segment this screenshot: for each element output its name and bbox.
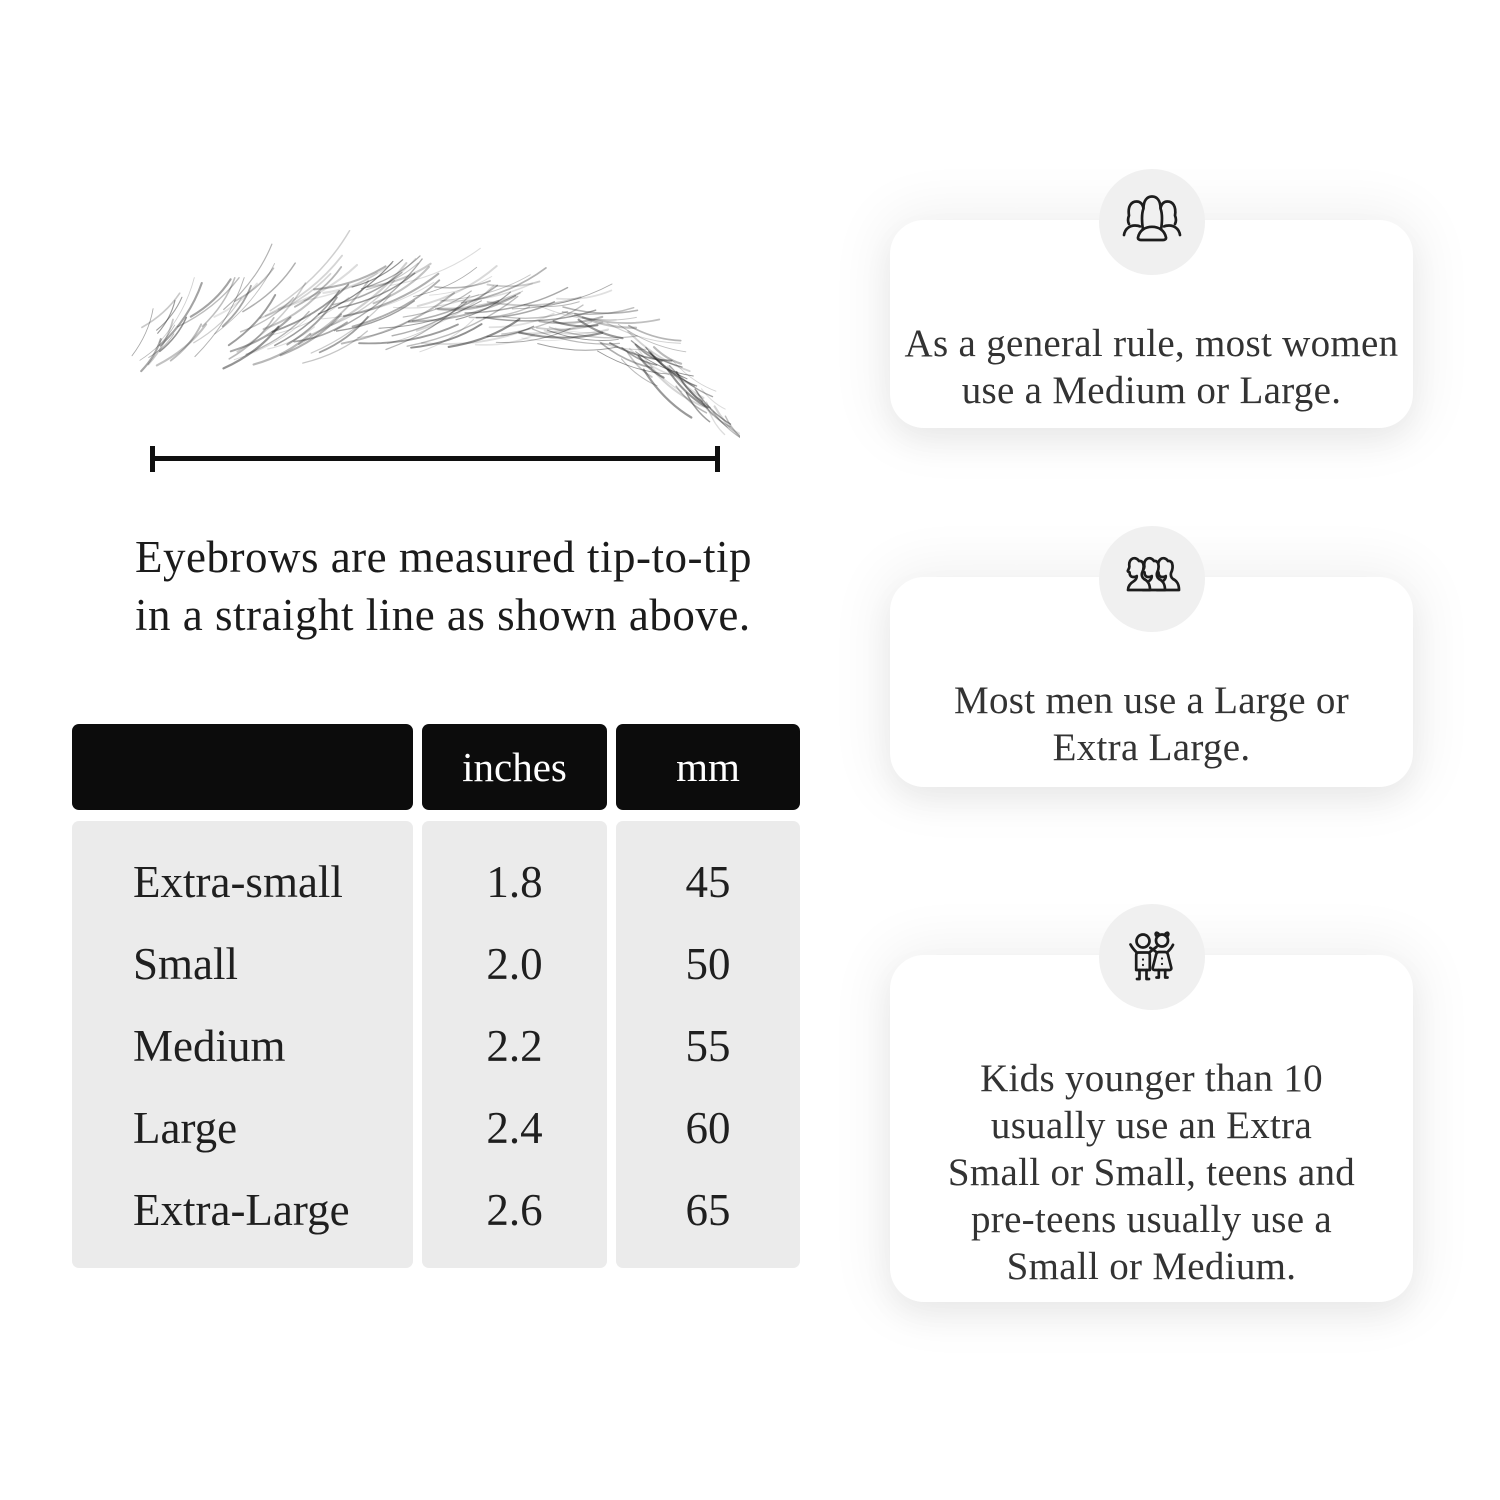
men-group-icon xyxy=(1119,546,1185,612)
kids-badge xyxy=(1099,904,1205,1010)
kids-card-line: Small or Medium. xyxy=(1006,1245,1297,1288)
table-column-size-labels xyxy=(72,821,413,1268)
info-card-women xyxy=(890,220,1413,428)
table-cell-label: Extra-Large xyxy=(133,1185,350,1235)
caption-line-1: Eyebrows are measured tip-to-tip xyxy=(135,532,753,582)
women-card-line: As a general rule, most women xyxy=(904,322,1399,365)
men-badge xyxy=(1099,526,1205,632)
info-card-kids xyxy=(890,955,1413,1302)
table-cell-mm: 60 xyxy=(685,1103,731,1153)
table-cell-inches: 1.8 xyxy=(486,857,543,907)
women-group-icon xyxy=(1119,189,1185,255)
women-card-line: use a Medium or Large. xyxy=(961,369,1342,412)
measurement-caption xyxy=(135,528,775,644)
table-header-inches: inches xyxy=(422,724,607,810)
table-column-inches xyxy=(422,821,607,1268)
table-cell-mm: 55 xyxy=(685,1021,731,1071)
info-card-men xyxy=(890,577,1413,787)
kids-card-text xyxy=(890,1055,1413,1290)
measurement-bar xyxy=(150,456,720,461)
table-cell-label: Medium xyxy=(133,1021,286,1071)
table-header-size xyxy=(72,724,413,810)
table-cell-mm: 45 xyxy=(685,857,731,907)
men-card-line: Most men use a Large or xyxy=(954,679,1349,722)
measurement-right-tick xyxy=(715,446,720,472)
kids-card-line: Kids younger than 10 xyxy=(980,1057,1323,1100)
men-card-text xyxy=(890,677,1413,771)
eyebrow-illustration xyxy=(100,230,740,450)
caption-line-2: in a straight line as shown above. xyxy=(135,590,751,640)
table-cell-label: Large xyxy=(133,1103,238,1153)
table-cell-inches: 2.6 xyxy=(486,1185,543,1235)
table-cell-inches: 2.4 xyxy=(486,1103,543,1153)
kids-card-line: usually use an Extra xyxy=(990,1104,1313,1147)
table-cell-label: Extra-small xyxy=(133,857,343,907)
women-card-text xyxy=(890,320,1413,414)
table-cell-mm: 50 xyxy=(685,939,731,989)
table-header-mm: mm xyxy=(616,724,800,810)
measurement-line xyxy=(150,446,720,472)
table-cell-mm: 65 xyxy=(685,1185,731,1235)
women-badge xyxy=(1099,169,1205,275)
kids-card-line: Small or Small, teens and xyxy=(947,1151,1356,1194)
table-cell-label: Small xyxy=(133,939,239,989)
men-card-line: Extra Large. xyxy=(1052,726,1251,769)
table-cell-inches: 2.0 xyxy=(486,939,543,989)
table-column-mm xyxy=(616,821,800,1268)
kids-card-line: pre-teens usually use a xyxy=(970,1198,1333,1241)
kids-icon xyxy=(1119,924,1185,990)
table-cell-inches: 2.2 xyxy=(486,1021,543,1071)
